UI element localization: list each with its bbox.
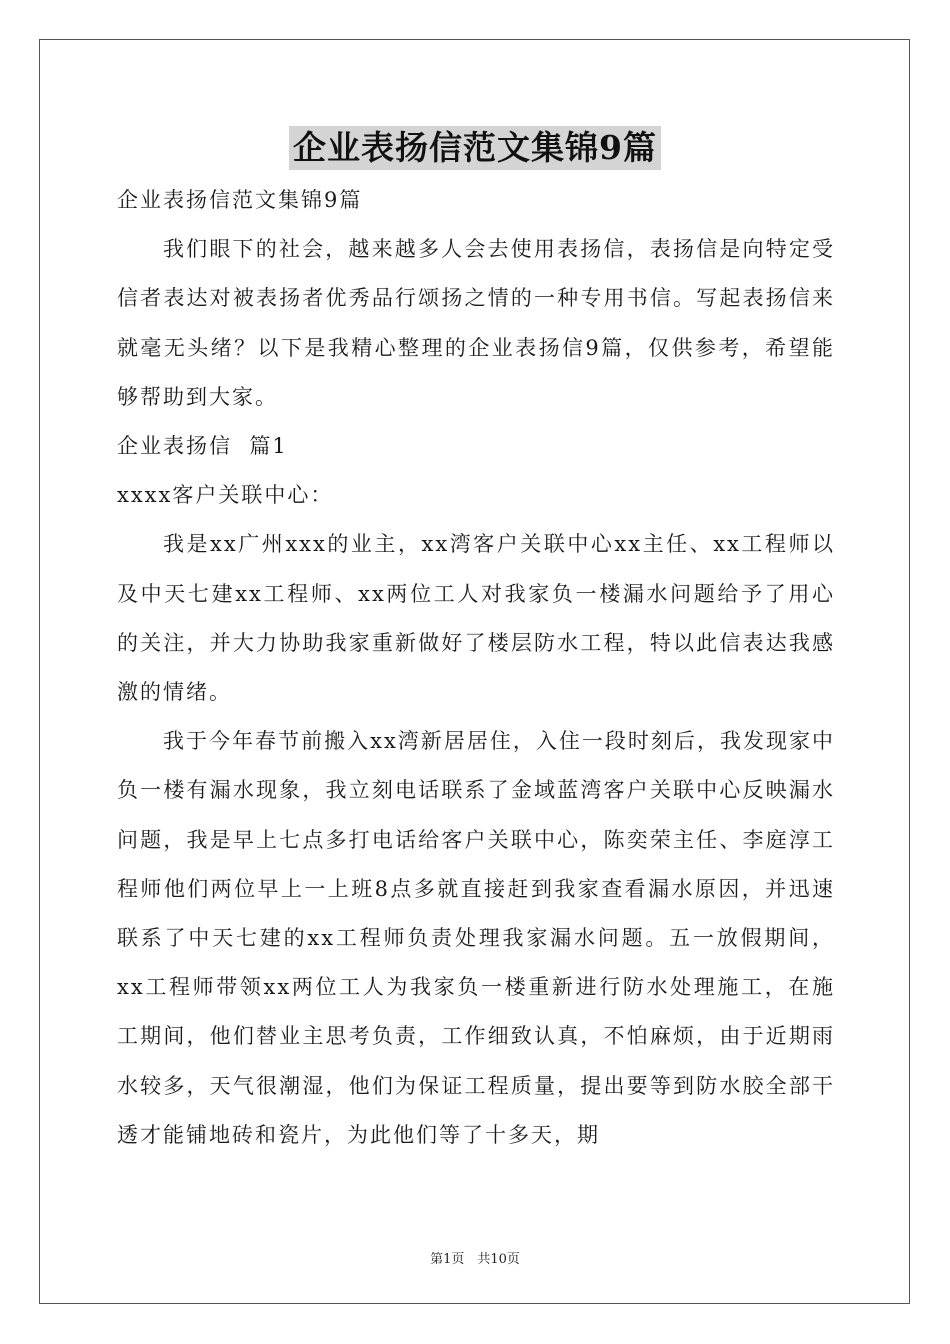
document-title: 企业表扬信范文集锦9篇	[289, 126, 661, 170]
body-paragraph: 我是xx广州xxx的业主，xx湾客户关联中心xx主任、xx工程师以及中天七建xx工程师、xx两位工人对我家负一楼漏水问题给予了用心的关注，并大力协助我家重新做好了楼层防水工程，特以此信表达我感激的情绪。	[117, 532, 835, 705]
intro-paragraph: 我们眼下的社会，越来越多人会去使用表扬信，表扬信是向特定受信者表达对被表扬者优秀品行颂扬之情的一种专用书信。写起表扬信来就毫无头绪？以下是我精心整理的企业表扬信9篇，仅供参考，希望能够帮助到大家。	[117, 237, 835, 409]
title-container	[0, 126, 950, 170]
section-heading: 企业表扬信 篇1	[117, 434, 288, 459]
page-footer: 第1页 共10页	[430, 1252, 520, 1267]
body-paragraph: 我于今年春节前搬入xx湾新居居住，入住一段时刻后，我发现家中负一楼有漏水现象，我立刻电话联系了金域蓝湾客户关联中心反映漏水问题，我是早上七点多打电话给客户关联中心，陈奕荣主任、李庭淳工程师他们两位早上一上班8点多就直接赶到我家查看漏水原因，并迅速联系了中天七建的xx工程师负责处理我家漏水问题。五一放假期间，xx工程师带领xx两位工人为我家负一楼重新进行防水处理施工，在施工期间，他们替业主思考负责，工作细致认真，不怕麻烦，由于近期雨水较多，天气很潮湿，他们为保证工程质量，提出要等到防水胶全部干透才能铺地砖和瓷片，为此他们等了十多天，期	[117, 729, 835, 1147]
salutation: xxxx客户关联中心：	[117, 483, 334, 508]
document-subtitle: 企业表扬信范文集锦9篇	[117, 188, 363, 212]
document-body	[117, 176, 835, 1160]
